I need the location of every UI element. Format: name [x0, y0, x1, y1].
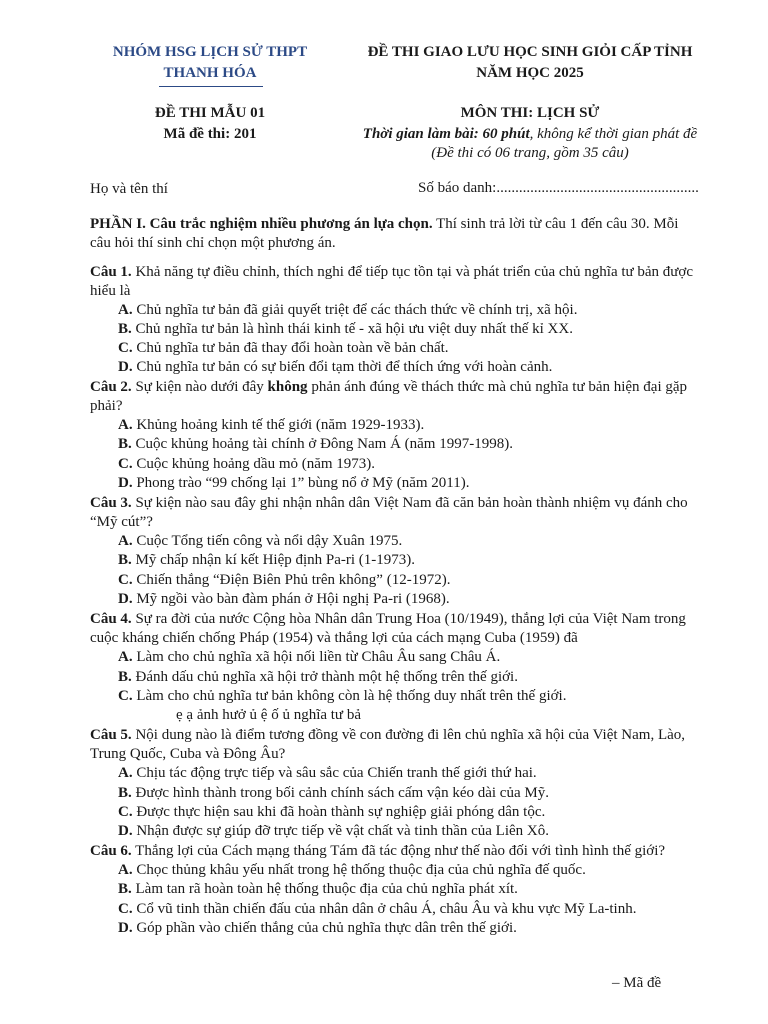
option-text: Nhận được sự giúp đỡ trực tiếp về vật chất và tinh thần của Liên Xô. — [132, 823, 549, 839]
q5-text-cont: Trung Quốc, Cuba và Đông Âu? — [90, 746, 286, 762]
exam-year: NĂM HỌC 2025 — [476, 65, 584, 81]
option-label: A. — [118, 765, 133, 781]
q3-text-cont: “Mỹ cút”? — [90, 514, 153, 530]
q1-option-c — [118, 339, 449, 358]
option-label: B. — [118, 321, 132, 337]
pages-note: (Đề thi có 06 trang, gồm 35 câu) — [431, 145, 629, 161]
exam-title: ĐỀ THI GIAO LƯU HỌC SINH GIỎI CẤP TỈNH — [367, 44, 693, 60]
option-label: D. — [118, 359, 133, 375]
q1-num: Câu 1. — [90, 264, 132, 280]
option-text: Phong trào “99 chống lại 1” bùng nổ ở Mỹ (năm 2011). — [132, 475, 470, 491]
option-label: B. — [118, 669, 132, 685]
option-text: Chủ nghĩa tư bản có sự biến đổi tạm thời để thích ứng với hoàn cảnh. — [132, 359, 553, 375]
time-bold: Thời gian làm bài: 60 phút — [362, 126, 530, 142]
header-rule — [159, 86, 263, 87]
option-label: B. — [118, 552, 132, 568]
option-text: Làm cho chủ nghĩa tư bản không còn là hệ thống duy nhất trên thế giới. — [132, 688, 567, 704]
part1-line2: câu hỏi thí sinh chỉ chọn một phương án. — [90, 235, 336, 251]
q4-text: Sự ra đời của nước Cộng hòa Nhân dân Trung Hoa (10/1949), thắng lợi của Việt Nam trong — [131, 611, 686, 627]
q3-option-b — [118, 551, 415, 570]
question-3 — [90, 494, 688, 513]
q1-text: Khả năng tự điều chỉnh, thích nghi để tiếp tục tồn tại và phát triển của chủ nghĩa tư bản được — [131, 264, 694, 280]
option-text: Góp phần vào chiến thắng của chủ nghĩa thực dân trên thế giới. — [132, 920, 517, 936]
q4-num: Câu 4. — [90, 611, 132, 627]
option-label: B. — [118, 436, 132, 452]
q2-option-b — [118, 435, 513, 454]
q3-option-a — [118, 532, 402, 551]
q4-option-c — [118, 687, 566, 706]
time-rest: , không kể thời gian phát đề — [529, 126, 698, 142]
question-6 — [90, 842, 665, 861]
sample-label: ĐỀ THI MẪU 01 — [154, 105, 266, 121]
option-text: Được thực hiện sau khi đã hoàn thành sự nghiệp giải phóng dân tộc. — [132, 804, 546, 820]
option-text: Cuộc Tổng tiến công và nổi dậy Xuân 1975. — [132, 533, 403, 549]
q6-option-a — [118, 861, 586, 880]
option-label: B. — [118, 785, 132, 801]
option-label: C. — [118, 340, 133, 356]
option-text: Chọc thủng khâu yếu nhất trong hệ thống thuộc địa của chủ nghĩa đế quốc. — [132, 862, 586, 878]
option-label: C. — [118, 572, 133, 588]
question-2 — [90, 378, 687, 397]
option-text: Cuộc khủng hoảng dầu mỏ (năm 1973). — [132, 456, 376, 472]
q2-num: Câu 2. — [90, 379, 132, 395]
option-label: C. — [118, 688, 133, 704]
q4-option-b — [118, 668, 518, 687]
q4-text-cont: cuộc kháng chiến chống Pháp (1954) và thắng lợi của cách mạng Cuba (1959) đã — [90, 630, 578, 646]
question-5 — [90, 726, 685, 745]
part1-instructions: Thí sinh trả lời từ câu 1 đến câu 30. Mỗi — [432, 216, 679, 232]
part1-line1 — [90, 215, 678, 234]
q5-option-a — [118, 764, 537, 783]
question-1 — [90, 263, 693, 282]
option-text: Cổ vũ tinh thần chiến đấu của nhân dân ở châu Á, châu Âu và khu vực Mỹ La-tinh. — [132, 901, 637, 917]
option-label: D. — [118, 823, 133, 839]
q2-text-cont: phải? — [90, 398, 123, 414]
exam-code: Mã đề thi: 201 — [163, 126, 257, 142]
option-label: D. — [118, 920, 133, 936]
q2-emphasis: không — [267, 379, 308, 395]
q6-option-b — [118, 880, 518, 899]
org-province: THANH HÓA — [163, 65, 257, 81]
option-text: Làm tan rã hoàn toàn hệ thống thuộc địa của chủ nghĩa phát xít. — [131, 881, 518, 897]
option-text: Chịu tác động trực tiếp và sâu sắc của Chiến tranh thế giới thứ hai. — [132, 765, 537, 781]
option-text: Chủ nghĩa tư bản đã thay đổi hoàn toàn về bản chất. — [132, 340, 449, 356]
question-4 — [90, 610, 686, 629]
q1-option-a — [118, 301, 577, 320]
q2-text: Sự kiện nào dưới đây — [131, 379, 268, 395]
q5-text: Nội dung nào là điểm tương đồng về con đường đi lên chủ nghĩa xã hội của Việt Nam, Lào, — [131, 727, 686, 743]
time-note — [320, 126, 740, 143]
option-label: A. — [118, 862, 133, 878]
footer-code: – Mã đề — [612, 975, 662, 991]
option-label: C. — [118, 901, 133, 917]
q6-option-c — [118, 900, 636, 919]
option-text: Mỹ chấp nhận kí kết Hiệp định Pa-ri (1-1973). — [131, 552, 416, 568]
org-name: NHÓM HSG LỊCH SỬ THPT — [112, 44, 308, 60]
option-text: Chủ nghĩa tư bản là hình thái kinh tế - xã hội ưu việt duy nhất thế kỉ XX. — [131, 321, 573, 337]
candidate-number-label: Số báo danh:...................................................... — [418, 180, 699, 196]
q4-option-a — [118, 648, 500, 667]
q5-option-d — [118, 822, 549, 841]
q1-option-b — [118, 320, 573, 339]
option-label: B. — [118, 881, 132, 897]
option-label: A. — [118, 649, 133, 665]
q2-option-d — [118, 474, 470, 493]
q6-num: Câu 6. — [90, 843, 132, 859]
option-text: Được hình thành trong bối cảnh chính sách cấm vận kéo dài của Mỹ. — [131, 785, 549, 801]
q5-num: Câu 5. — [90, 727, 132, 743]
q2-option-a — [118, 416, 424, 435]
q1-text-cont: hiểu là — [90, 283, 131, 299]
q6-option-d — [118, 919, 517, 938]
q4-option-d-fragment: ẹ ạ ảnh hưở ủ ệ ố ủ nghĩa tư bả — [176, 707, 361, 723]
q6-text: Thắng lợi của Cách mạng tháng Tám đã tác động như thế nào đối với tình hình thế giới? — [131, 843, 666, 859]
option-label: A. — [118, 533, 133, 549]
option-text: Làm cho chủ nghĩa xã hội nối liền từ Châu Âu sang Châu Á. — [132, 649, 501, 665]
option-label: C. — [118, 456, 133, 472]
option-label: A. — [118, 302, 133, 318]
q2-option-c — [118, 455, 375, 474]
option-label: D. — [118, 591, 133, 607]
option-text: Cuộc khủng hoảng tài chính ở Đông Nam Á (năm 1997-1998). — [131, 436, 513, 452]
subject-title: MÔN THI: LỊCH SỬ — [460, 105, 600, 121]
q5-option-c — [118, 803, 545, 822]
option-text: Chủ nghĩa tư bản đã giải quyết triệt để các thách thức về chính trị, xã hội. — [132, 302, 578, 318]
option-text: Khủng hoảng kinh tế thế giới (năm 1929-1933). — [132, 417, 425, 433]
q3-num: Câu 3. — [90, 495, 132, 511]
q3-option-d — [118, 590, 450, 609]
option-label: A. — [118, 417, 133, 433]
part1-title: PHẦN I. Câu trắc nghiệm nhiều phương án lựa chọn. — [90, 216, 433, 232]
option-text: Đánh dấu chủ nghĩa xã hội trở thành một hệ thống trên thế giới. — [131, 669, 518, 685]
option-label: C. — [118, 804, 133, 820]
option-text: Chiến thắng “Điện Biên Phủ trên không” (12-1972). — [132, 572, 451, 588]
q1-option-d — [118, 358, 552, 377]
q3-text: Sự kiện nào sau đây ghi nhận nhân dân Việt Nam đã căn bản hoàn thành nhiệm vụ đánh cho — [131, 495, 688, 511]
option-text: Mỹ ngồi vào bàn đàm phán ở Hội nghị Pa-ri (1968). — [132, 591, 450, 607]
q5-option-b — [118, 784, 549, 803]
option-label: D. — [118, 475, 133, 491]
q3-option-c — [118, 571, 450, 590]
q2-text-rest: phản ánh đúng về thách thức mà chủ nghĩa tư bản hiện đại gặp — [307, 379, 688, 395]
candidate-name-label: Họ và tên thí — [90, 181, 168, 197]
